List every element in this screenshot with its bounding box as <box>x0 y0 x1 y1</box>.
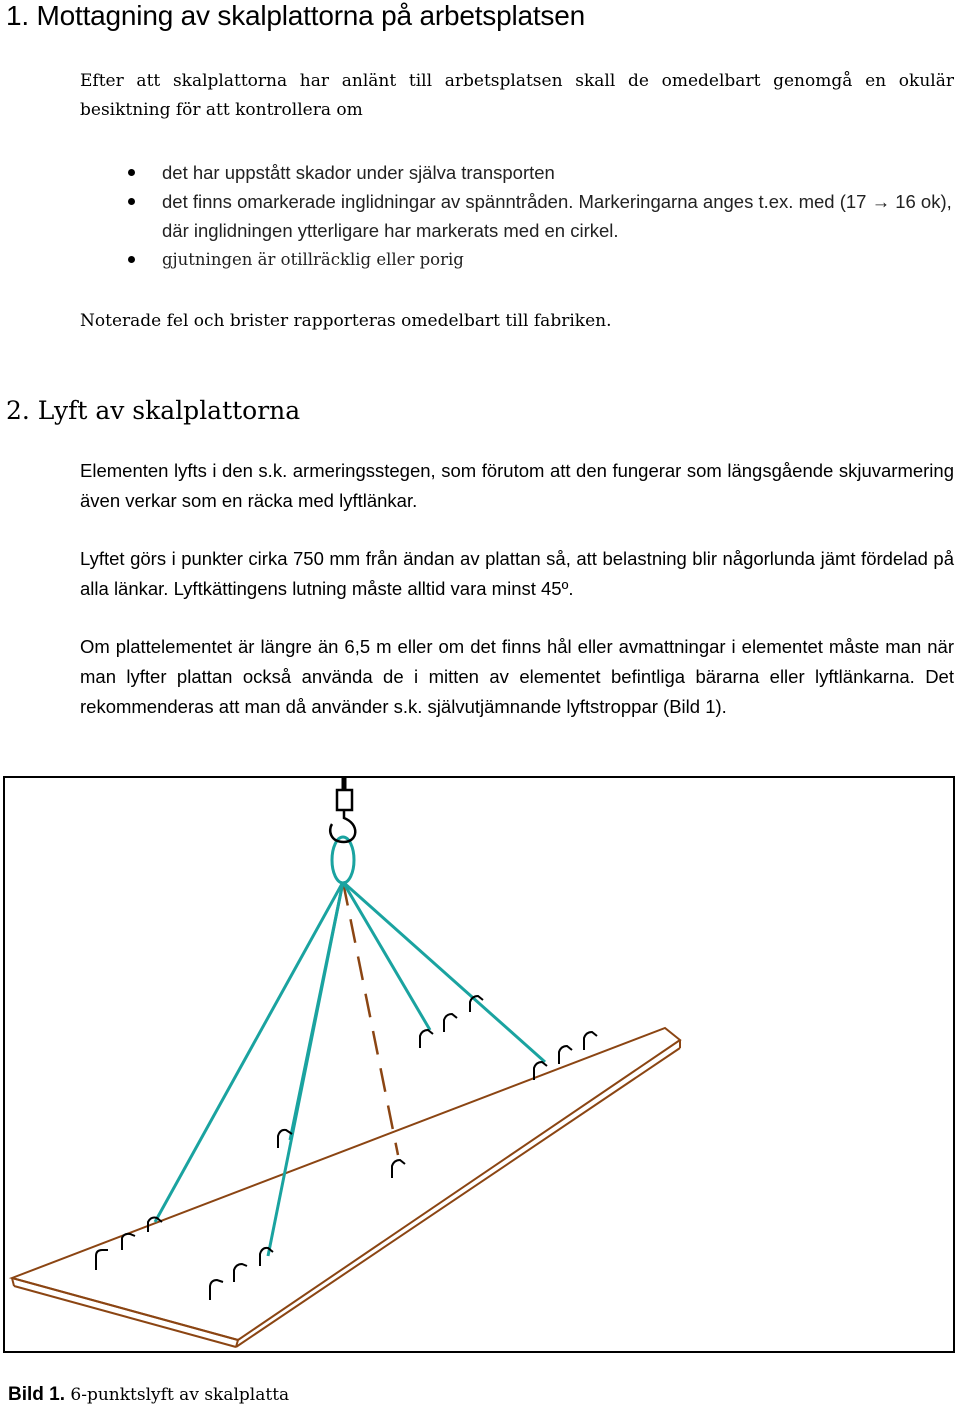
intro-paragraph: Efter att skalplattorna har anlänt till arbetsplatsen skall de omedelbart genomgå en okulär besiktning för att kontrollera om <box>80 71 954 120</box>
figure-caption <box>8 1383 289 1407</box>
caption-label: Bild 1. <box>8 1384 66 1405</box>
crane-hook-icon <box>330 777 355 842</box>
slab-element <box>12 1028 680 1347</box>
list-item: det har uppstått skador under själva transporten <box>120 158 956 187</box>
note-paragraph: Noterade fel och brister rapporteras omedelbart till fabriken. <box>80 311 612 331</box>
caption-text: 6-punktslyft av skalplatta <box>65 1385 290 1405</box>
paragraph-long-elements: Om plattelementet är längre än 6,5 m eller om det finns hål eller avmattningar i elementet måste man när man lyfter plattan också använda de i mitten av elementet befintliga bärarna eller lyftlänkarna. Det rekommenderas att man då använder s.k. självutjämnande lyftstroppar (Bild 1). <box>80 636 954 717</box>
list-item: det finns omarkerade inglidningar av spänntråden. Markeringarna anges t.ex. med (17 → 16 ok), där inglidningen ytterligare har markerats med en cirkel. <box>120 187 956 245</box>
section-heading-2: 2. Lyft av skalplattorna <box>6 396 301 425</box>
paragraph-lifting-ladder: Elementen lyfts i den s.k. armeringsstegen, som förutom att den fungerar som längsgående skjuvarmering även verkar som en räcka med lyftlänkar. <box>80 460 954 511</box>
list-item: gjutningen är otillräcklig eller porig <box>120 245 956 274</box>
paragraph-lift-points: Lyftet görs i punkter cirka 750 mm från ändan av plattan så, att belastning blir någorlunda jämt fördelad på alla länkar. Lyftkättingens lutning måste alltid vara minst 45º. <box>80 548 954 599</box>
section-heading-1: 1. Mottagning av skalplattorna på arbetsplatsen <box>6 0 585 31</box>
